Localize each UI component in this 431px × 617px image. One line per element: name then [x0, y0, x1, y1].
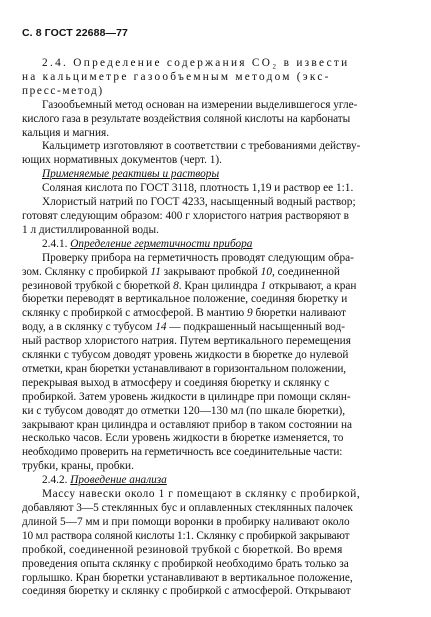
- text-span: зом. Склянку с пробиркой: [22, 265, 151, 278]
- text-line: пробкой, соединенной резиновой трубкой с бюреткой. Во время: [22, 543, 343, 556]
- ref-number: 10: [260, 265, 272, 278]
- text-line: 10 мл раствора соляной кислоты 1:1. Склянку с пробиркой закрывают: [22, 529, 350, 542]
- text-line: Кальциметр изготовляют в соответствии с требованиями действу-: [42, 140, 361, 153]
- text-span: . Кран цилиндра: [178, 279, 261, 292]
- text-line: склянки с тубусом доводят уровень жидкости в бюретке до нулевой: [22, 349, 349, 362]
- text-line: [22, 321, 409, 335]
- text-line: горлышко. Кран бюретки устанавливают в вертикальное положение,: [22, 571, 353, 584]
- ref-number: 11: [150, 265, 161, 278]
- title-line-1: 2.4. Определение содержания CO₂ в извести: [42, 57, 350, 69]
- text-line: Массу навески около 1 г помещают в склянку с пробиркой,: [42, 488, 361, 501]
- paragraph-method-description: [22, 99, 409, 141]
- text-line: ки с тубусом доводят до отметки 120—130 мл (по шкале бюретки),: [22, 404, 346, 417]
- text-span: открывают, а кран: [266, 279, 357, 292]
- text-line: кислого газа в результате воздействия соляной кислоты на карбонаты: [22, 112, 351, 125]
- text-line: готовят следующим образом: 400 г хлористого натрия растворяют в: [22, 209, 349, 222]
- paragraph-hydrochloric-acid: Соляная кислота по ГОСТ 3118, плотность 1,19 и раствор ее 1:1.: [42, 182, 354, 195]
- section-number: 2.4.2.: [42, 474, 71, 487]
- text-line: длиной 5—7 мм и при помощи воронки в пробирку наливают около: [22, 515, 350, 528]
- text-line: бюретки переводят в вертикальное положение, соединяя бюретку и: [22, 293, 348, 306]
- title-line-2: на кальциметре газообъемным методом (экс-: [22, 70, 331, 83]
- text-line: соединяя бюретку и склянку с пробиркой с атмосферой. Открывают: [22, 585, 351, 598]
- text-span: — подкрашенный насыщенный вод-: [166, 321, 345, 334]
- text-line: 1 л дистиллированной воды.: [22, 223, 159, 236]
- ref-number: 14: [155, 321, 167, 334]
- text-line: [22, 266, 409, 280]
- paragraph-sodium-chloride: [22, 196, 409, 238]
- text-line: несколько часов. Если уровень жидкости в бюретке изменяется, то: [22, 432, 344, 445]
- text-line: [22, 280, 409, 294]
- ref-number: 9: [247, 307, 253, 320]
- text-span: воду, а в склянку с тубусом: [22, 321, 156, 334]
- text-line: Хлористый натрий по ГОСТ 4233, насыщенный водный раствор;: [42, 196, 356, 209]
- reagents-heading: Применяемые реактивы и растворы: [42, 168, 220, 181]
- text-span: закрывают пробкой: [160, 265, 261, 278]
- text-span: бюретки наливают: [252, 307, 346, 320]
- text-line: ющих нормативных документов (черт. 1).: [22, 154, 223, 167]
- paragraph-calcimeter: [22, 140, 409, 168]
- text-line: отметки, кран бюретки устанавливают в горизонтальном положении,: [22, 362, 346, 375]
- text-line: ный раствор хлористого натрия. Путем вертикального перемещения: [22, 335, 351, 348]
- text-line: закрывают кран цилиндра и оставляют прибор в таком состоянии на: [22, 418, 353, 431]
- ref-number: 8: [173, 279, 179, 292]
- paragraph-tightness-check: [22, 252, 409, 475]
- section-title: Проведение анализа: [70, 474, 167, 487]
- text-line: Проверку прибора на герметичность проводят следующим обра-: [42, 251, 354, 264]
- title-line-3: пресс-метод): [22, 84, 104, 97]
- section-2-4-1-heading: [22, 238, 409, 252]
- page-header: С. 8 ГОСТ 22688—77: [22, 27, 128, 39]
- ref-number: 1: [260, 279, 267, 292]
- text-line: Газообъемный метод основан на измерении выделившегося угле-: [42, 98, 358, 111]
- document-body: [22, 57, 409, 599]
- text-span: , соединенной: [271, 265, 340, 278]
- section-number: 2.4.1.: [42, 237, 71, 250]
- text-line: добавляют 3—5 стеклянных бус и оплавленных стеклянных палочек: [22, 502, 353, 514]
- text-line: [22, 307, 409, 321]
- text-line: перекрывая выход в атмосферу и соединяя бюретку и склянку с: [22, 376, 330, 389]
- text-span: резиновой трубкой с бюреткой: [22, 279, 174, 292]
- text-line: проведения опыта склянку с пробиркой необходимо брать только за: [22, 557, 349, 570]
- section-title: Определение герметичности прибора: [70, 237, 253, 250]
- text-span: склянку с пробиркой с атмосферой. В мантию: [22, 307, 248, 320]
- section-2-4-2-heading: [22, 474, 409, 488]
- text-line: пробиркой. Затем уровень жидкости в цилиндре при помощи склян-: [22, 390, 351, 403]
- paragraph-analysis: [22, 488, 409, 599]
- section-2-4-title: [22, 57, 409, 99]
- text-line: кальция и магния.: [22, 126, 110, 139]
- text-line: трубки, краны, пробки.: [22, 460, 134, 473]
- text-line: необходимо проверить на герметичность все соединительные части:: [22, 446, 343, 459]
